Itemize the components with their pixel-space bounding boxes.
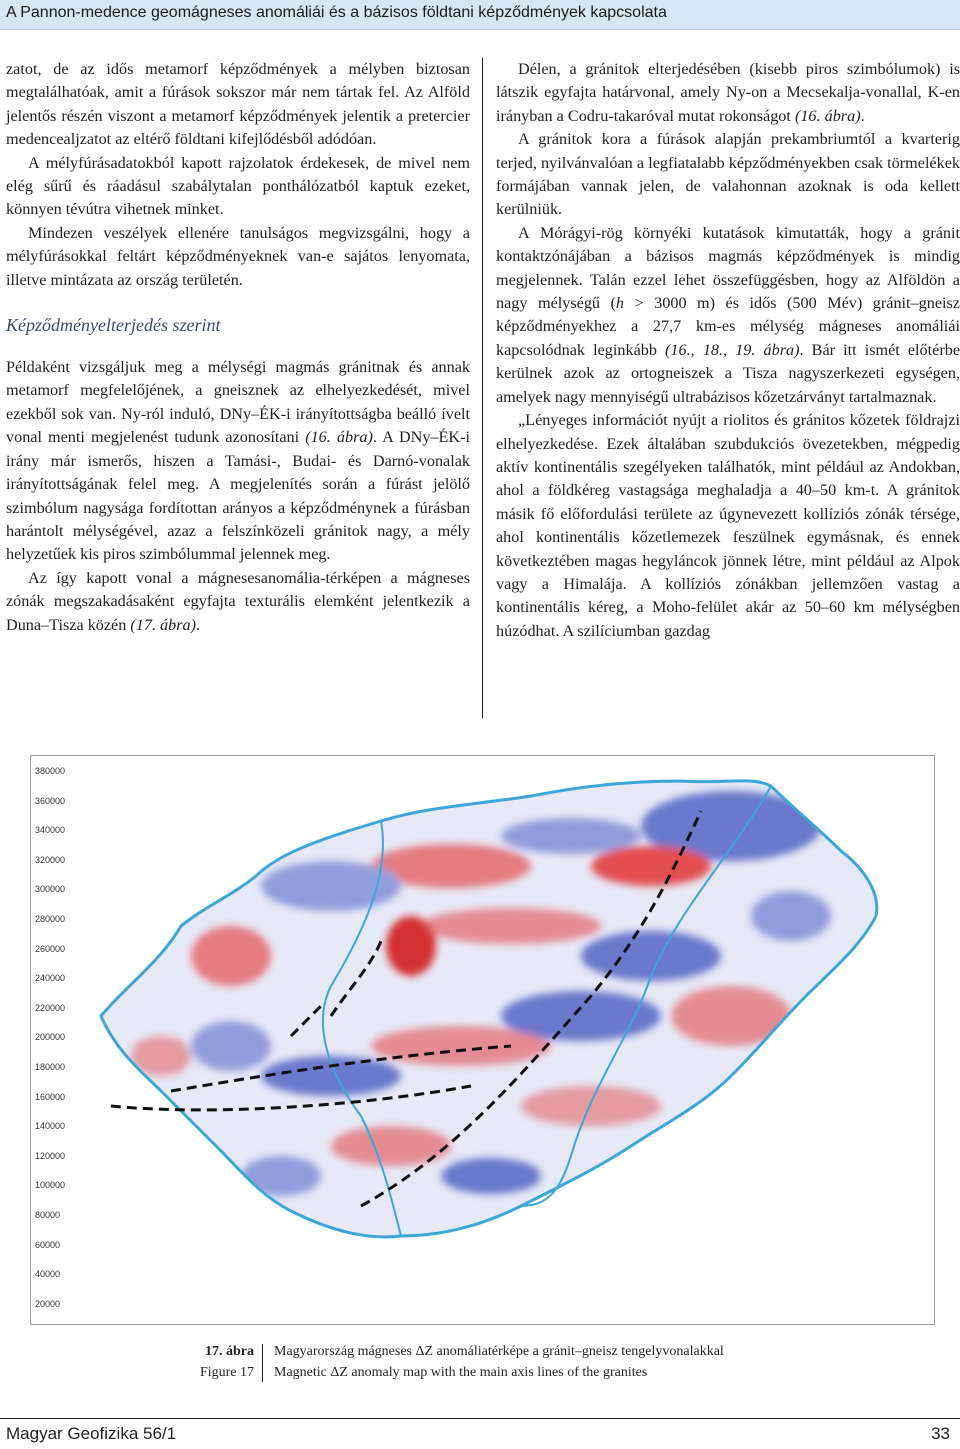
y-axis-tick-label: 100000 (35, 1180, 66, 1191)
y-axis-tick-label: 280000 (35, 914, 66, 924)
y-axis-tick-label: 120000 (35, 1150, 66, 1161)
section-heading: Képződményelterjedés szerint (6, 315, 221, 336)
figure-reference: (16. ábra) (305, 428, 373, 447)
caption-divider (262, 1344, 263, 1382)
paragraph: Mindezen veszélyek ellenére tanulságos megvizsgálni, hogy a mélyfúrásokkal feltárt képződményeknek van-e sajátos lenyomata, illetve mintázata az ország területén. (6, 223, 470, 289)
caption-number-en: Figure 17 (199, 1365, 254, 1380)
footer-page-number: 33 (931, 1424, 950, 1443)
magnetic-anomaly-map (30, 755, 935, 1325)
map-interior (31, 756, 935, 1325)
footer-journal: Magyar Geofizika 56/1 (6, 1424, 177, 1443)
left-column (6, 58, 470, 637)
map-graphic (31, 756, 935, 1325)
paragraph: Példaként vizsgáljuk meg a mélységi magmás gránitnak és annak metamorf megfelelőjének, a gneisznek az elhelyezkedését, mivel ezekből sok van. Ny-ról induló, DNy–ÉK-i irányítottságba beálló ívelt vonal menti megjelenést tudunk azonosítani (16. ábra). A DNy–ÉK-i irány már ismerős, hiszen a Tamási-, Budai- és Darnó-vonalak irányítottságának felel meg. A megjelenítés során a fúrást jelölő szimbólum nagysága fordítottan arányos a képződménynek a fúrásban harántolt mélységével, azaz a felszínközeli gránitok nagy, a mély helyzetűek kis piros szimbólummal jelennek meg. (6, 358, 470, 564)
running-header (0, 0, 960, 30)
paragraph: Az így kapott vonal a mágnesesanomália-térképen a mágneses zónák megszakadásaként egyfajta texturális elemként jelentkezik a Duna–Tisza közén (17. ábra). (6, 568, 470, 634)
y-axis-tick-label: 160000 (35, 1091, 66, 1102)
y-axis-tick-label: 300000 (35, 884, 66, 895)
paragraph: Délen, a gránitok elterjedésében (kisebb piros szimbólumok) is látszik egyfajta határvonal, amely Ny-on a Mecsekalja-vonallal, K-en irányban a Codru-takaróval mutat rokonságot (16. ábra). (496, 60, 960, 125)
paragraph: „Lényeges információt nyújt a riolitos és gránitos kőzetek földrajzi elhelyezkedése. Ezek általában szubdukciós övezetekben, mégpedig aktív kontinentális szegélyeken találhatók, mint például az Andokban, ahol a földkéreg vastagsága meghaladja a 40–50 km-t. A gránitok másik fő előfordulási területe az úgynevezett kollíziós zónák térsége, ahol kontinentális kőzetlemezek feszülnek egymásnak, és ennek következtében magas hegyláncok jönnek létre, mint például az Alpok vagy a Himalája. A kollíziós zónákban jellemzően vastag a kontinentális kéreg, a Moho-felület akár az 50–60 km mélységben húzódhat. A szilíciumban gazdag (496, 411, 960, 640)
y-axis-tick-label: 320000 (35, 854, 66, 865)
y-axis-tick-label: 200000 (35, 1032, 66, 1043)
figure-reference: (16. ábra) (794, 106, 861, 125)
y-axis-tick-label: 360000 (35, 795, 66, 806)
y-axis-tick-label: 80000 (35, 1210, 61, 1220)
y-axis-tick-label: 340000 (35, 825, 66, 836)
footer-rule (0, 1418, 960, 1419)
column-divider (482, 58, 483, 718)
y-axis-tick-label: 260000 (35, 943, 66, 954)
caption-text-hu: Magyarország mágneses ΔZ anomáliatérképe a gránit–gneisz tengelyvonalakkal (274, 1344, 724, 1359)
figure-caption (178, 1342, 878, 1384)
paragraph: A mélyfúrásadatokból kapott rajzolatok érdekesek, de mivel nem elég sűrű és ráadásul szabálytalan ponthálózatból kaptuk ezeket, könnyen tévútra vihetnek minket. (6, 153, 470, 219)
y-axis-tick-label: 180000 (35, 1062, 66, 1072)
y-axis-tick-label: 240000 (35, 973, 66, 984)
y-axis-tick-label: 20000 (35, 1298, 61, 1309)
figure-reference: (17. ábra) (130, 615, 197, 634)
y-axis-tick-label: 380000 (35, 766, 66, 776)
paragraph: A gránitok kora a fúrások alapján prekambriumtól a kvarterig terjed, nyilvánvalóan a legfiatalabb képződményekben csak törmelékek formájában vannak jelen, de valahonnan azoknak is oda kellett kerülniük. (496, 130, 960, 219)
y-axis-tick-label: 60000 (35, 1239, 61, 1250)
caption-text-en: Magnetic ΔZ anomaly map with the main axis lines of the granites (274, 1365, 648, 1380)
y-axis-tick-label: 40000 (35, 1269, 61, 1280)
caption-number-hu: 17. ábra (205, 1344, 254, 1359)
paragraph: A Mórágyi-rög környéki kutatások kimutatták, hogy a gránit kontaktzónájában a bázisos magmás képződmények is mindig megjelennek. Talán ezzel lehet összefüggésben, hogy az Alföldön a nagy mélységű (h > 3000 m) és idős (500 Mév) gránit–gneisz képződményekhez a 27,7 km-es mélység mágneses anomáliái kapcsolódnak leginkább (16., 18., 19. ábra). Bár itt ismét előtérbe kerülnek azok az ortogneiszek a Tisza nagyszerkezeti egységen, amelyek nagy mennyiségű ultrabázisos kőzetzárványt tartalmaznak. (496, 223, 960, 406)
running-header-title: A Pannon-medence geomágneses anomáliái és a bázisos földtani képződmények kapcsolata (6, 4, 667, 21)
y-axis-tick-label: 140000 (35, 1121, 66, 1132)
y-axis-labels (31, 756, 91, 1325)
paragraph: zatot, de az idős metamorf képződmények a mélyben biztosan megtalálhatóak, amit a fúrások sokszor már nem tártak fel. Az Alföld jelentős részén viszont a metamorf képződmények jelentik a pretercier medencealjzatot az eltérő földtani kifejlődésből adódóan. (6, 60, 470, 149)
y-axis-tick-label: 220000 (35, 1002, 66, 1013)
figure-reference: (16., 18., 19. ábra) (665, 340, 800, 359)
right-column (496, 58, 960, 643)
